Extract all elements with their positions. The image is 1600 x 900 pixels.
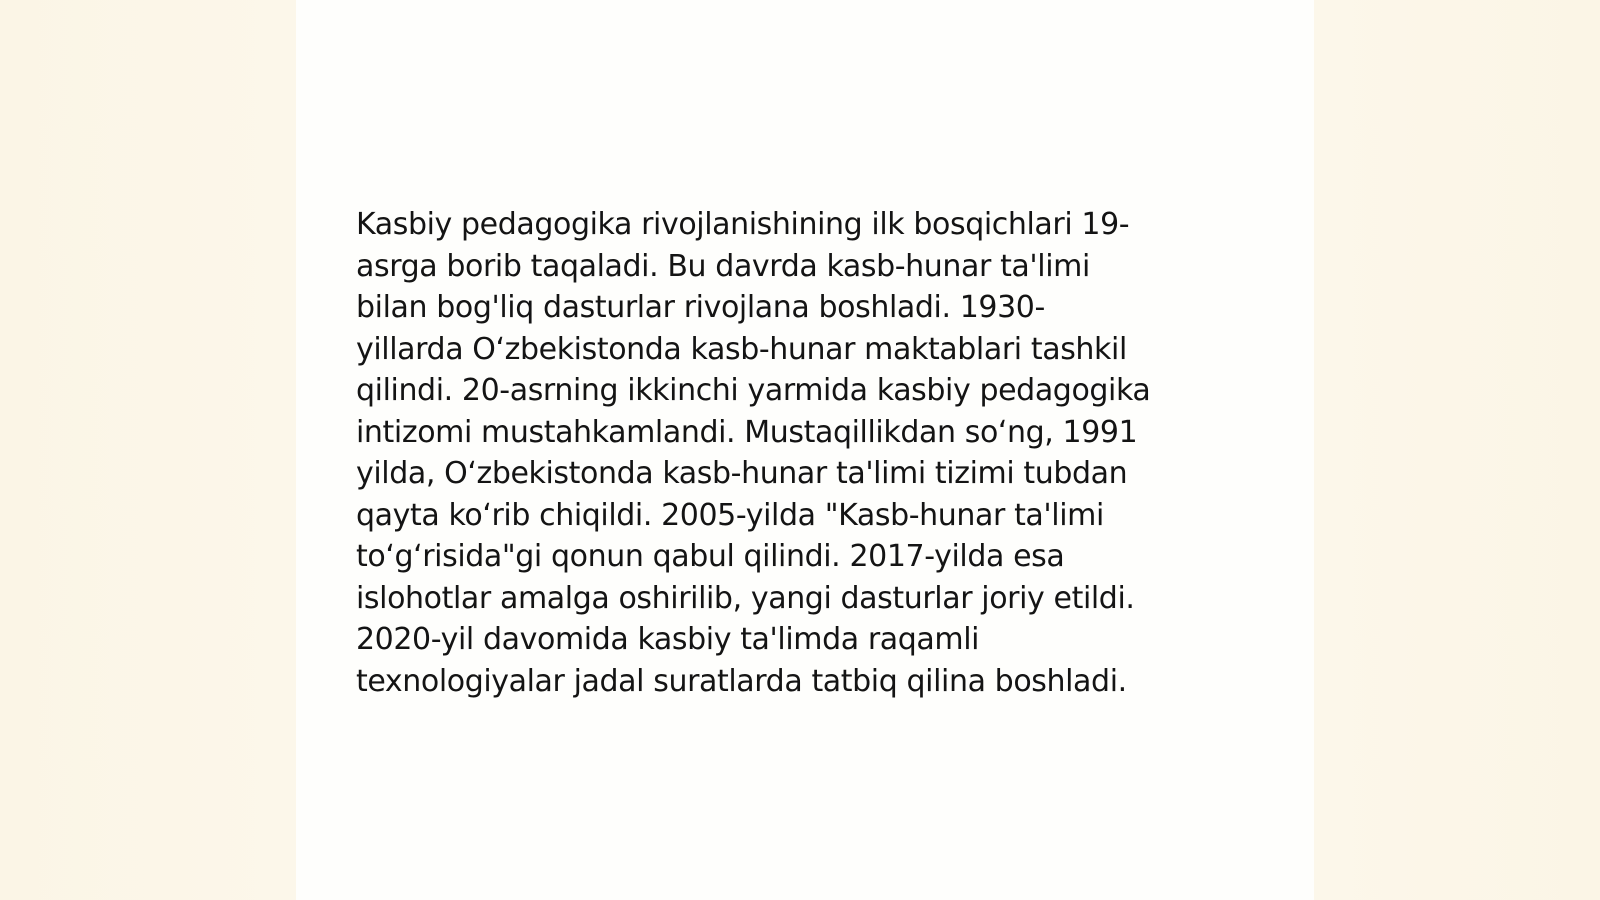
paragraph-line: qilindi. 20-asrning ikkinchi yarmida kasbiy pedagogika: [356, 373, 1151, 408]
paragraph-line: yillarda O‘zbekistonda kasb-hunar maktablari tashkil: [356, 331, 1127, 367]
paragraph-line: yilda, O‘zbekistonda kasb-hunar ta'limi tizimi tubdan: [356, 456, 1128, 491]
paragraph-line: texnologiyalar jadal suratlarda tatbiq qilina boshladi.: [356, 663, 1127, 699]
background-left-margin: [0, 0, 296, 900]
paragraph-line: bilan bog'liq dasturlar rivojlana boshladi. 1930-: [356, 290, 1045, 325]
paragraph-line: 2020-yil davomida kasbiy ta'limda raqamli: [356, 622, 980, 657]
background-right-margin: [1314, 0, 1600, 900]
paragraph-line: asrga borib taqaladi. Bu davrda kasb-hunar ta'limi: [356, 248, 1090, 284]
paragraph-line: Kasbiy pedagogika rivojlanishining ilk bosqichlari 19-: [356, 207, 1130, 242]
paragraph-line: intizomi mustahkamlandi. Mustaqillikdan so‘ng, 1991: [356, 414, 1138, 450]
paragraph-line: islohotlar amalga oshirilib, yangi dasturlar joriy etildi.: [356, 580, 1135, 616]
slide-paragraph: [356, 204, 1256, 702]
slide-panel: [296, 0, 1314, 900]
paragraph-line: to‘g‘risida"gi qonun qabul qilindi. 2017-yilda esa: [356, 539, 1065, 574]
paragraph-line: qayta ko‘rib chiqildi. 2005-yilda "Kasb-hunar ta'limi: [356, 497, 1104, 533]
